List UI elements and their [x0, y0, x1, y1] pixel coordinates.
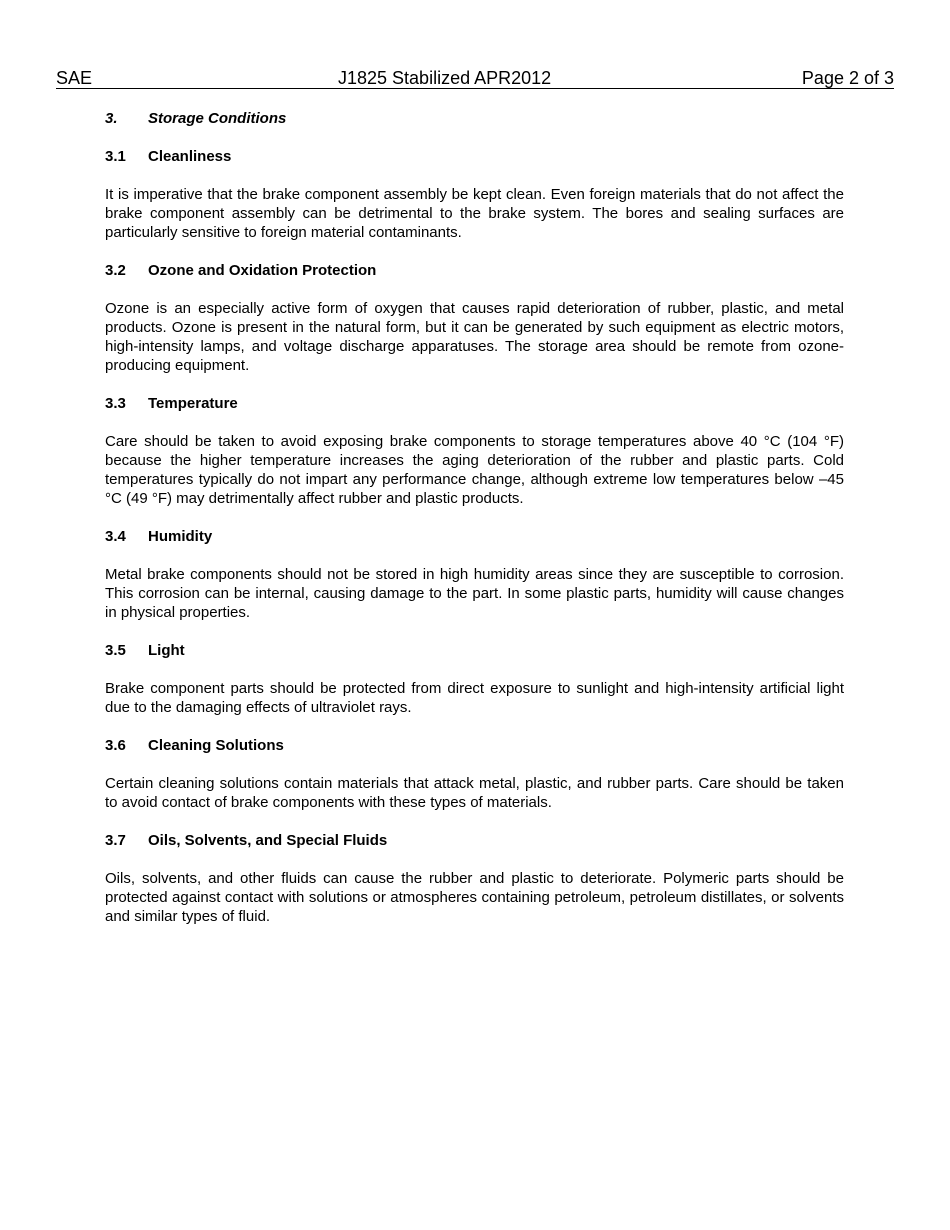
subsection-title: Light: [148, 642, 185, 659]
subsection-number: 3.6: [105, 737, 126, 754]
paragraph-ozone: Ozone is an especially active form of oxygen that causes rapid deterioration of rubber, plastic, and metal products. Ozone is present in the natural form, but it can be generated by such equipment as electric motors, high-intensity lamps, and voltage discharge apparatuses. The storage area should be remote from ozone-producing equipment.: [105, 300, 844, 374]
subsection-title: Humidity: [148, 528, 213, 545]
subsection-number: 3.7: [105, 832, 126, 849]
subsection-heading-light: [105, 641, 844, 661]
subsection-heading-temperature: [105, 394, 844, 414]
subsection-title: Cleanliness: [148, 148, 232, 165]
subsection-number: 3.4: [105, 528, 126, 545]
subsection-heading-oils-solvents: [105, 831, 844, 851]
paragraph-oils-solvents: Oils, solvents, and other fluids can cause the rubber and plastic to deteriorate. Polymeric parts should be protected against contact with solutions or atmospheres containing petroleum, petroleum distillates, or solvents and similar types of fluid.: [105, 870, 844, 925]
subsection-title: Oils, Solvents, and Special Fluids: [148, 832, 388, 849]
subsection-number: 3.5: [105, 642, 126, 659]
subsection-heading-ozone: [105, 261, 844, 281]
subsection-heading-cleaning-solutions: [105, 736, 844, 756]
subsection-number: 3.1: [105, 148, 126, 165]
paragraph-humidity: Metal brake components should not be stored in high humidity areas since they are susceptible to corrosion. This corrosion can be internal, causing damage to the part. In some plastic parts, humidity will cause changes in physical properties.: [105, 566, 844, 621]
section-number: 3.: [105, 110, 118, 127]
subsection-heading-humidity: [105, 527, 844, 547]
subsection-title: Ozone and Oxidation Protection: [148, 262, 377, 279]
paragraph-cleaning-solutions: Certain cleaning solutions contain materials that attack metal, plastic, and rubber parts. Care should be taken to avoid contact of brake components with these types of materials.: [105, 775, 844, 811]
document-body: [105, 109, 844, 945]
subsection-title: Cleaning Solutions: [148, 737, 284, 754]
subsection-number: 3.3: [105, 395, 126, 412]
subsection-heading-cleanliness: [105, 147, 844, 167]
section-title: Storage Conditions: [148, 110, 287, 127]
paragraph-light: Brake component parts should be protected from direct exposure to sunlight and high-intensity artificial light due to the damaging effects of ultraviolet rays.: [105, 680, 844, 716]
header-organization: SAE: [56, 68, 93, 88]
subsection-title: Temperature: [148, 395, 238, 412]
paragraph-temperature: Care should be taken to avoid exposing brake components to storage temperatures above 40 °C (104 °F) because the higher temperature increases the aging deterioration of the rubber and plastic parts. Cold temperatures typically do not impart any performance change, although extreme low temperatures below –45 °C (49 °F) may detrimentally affect rubber and plastic products.: [105, 433, 844, 507]
page-header: [56, 68, 894, 89]
header-document-id: J1825 Stabilized APR2012: [338, 68, 552, 88]
paragraph-cleanliness: It is imperative that the brake component assembly be kept clean. Even foreign materials that do not affect the brake component assembly can be detrimental to the brake system. The bores and sealing surfaces are particularly sensitive to foreign material contaminants.: [105, 186, 844, 241]
subsection-number: 3.2: [105, 262, 126, 279]
section-heading: [105, 109, 844, 129]
header-page-number: Page 2 of 3: [801, 68, 894, 88]
